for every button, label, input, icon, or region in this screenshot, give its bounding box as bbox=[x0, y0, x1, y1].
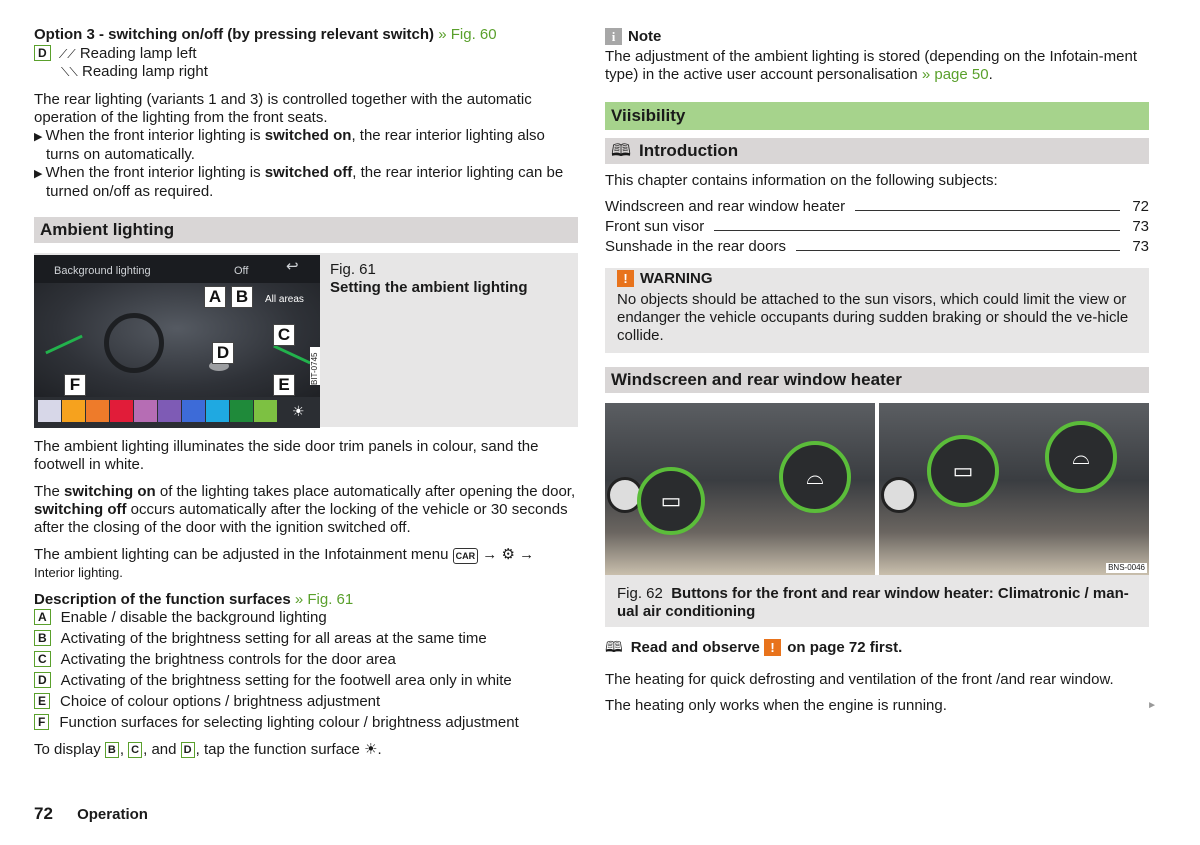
continue-arrow-icon: ► bbox=[1147, 700, 1157, 711]
steering-wheel-icon bbox=[104, 313, 164, 373]
page-number: 72 bbox=[34, 804, 53, 823]
manual-ac-photo bbox=[879, 403, 1149, 575]
introduction-heading: 🕮 Introduction bbox=[605, 138, 1149, 164]
function-surface-a[interactable]: A bbox=[204, 286, 226, 308]
toc-leader bbox=[855, 210, 1120, 211]
colour-swatch[interactable] bbox=[230, 400, 253, 422]
toc bbox=[605, 196, 1149, 256]
description-item bbox=[34, 693, 578, 714]
intro-text: This chapter contains information on the following subjects: bbox=[605, 172, 998, 189]
colour-swatch[interactable] bbox=[38, 400, 61, 422]
front-heater-button-icon: ⌓ bbox=[779, 441, 851, 513]
description-key: F bbox=[34, 714, 49, 730]
ambient-para-3: The ambient lighting can be adjusted in the Infotainment menu CAR → ⚙ → Interior lighting. bbox=[34, 546, 535, 580]
page50-link[interactable]: » page 50 bbox=[921, 66, 989, 83]
toc-leader bbox=[714, 230, 1120, 231]
book-icon: 🕮 bbox=[611, 141, 632, 160]
book-icon: 🕮 bbox=[605, 639, 623, 656]
visibility-heading: Viisibility bbox=[605, 102, 1149, 130]
rear-heater-button-icon: ▭ bbox=[927, 435, 999, 507]
toc-entry[interactable] bbox=[605, 196, 1149, 216]
reading-lamp-right: ⟍⟍ Reading lamp right bbox=[61, 63, 208, 80]
brightness-icon[interactable]: ☀ bbox=[292, 403, 305, 419]
option3-heading: Option 3 - switching on/off (by pressing relevant switch) » Fig. 60 bbox=[34, 26, 497, 43]
description-key: D bbox=[34, 672, 51, 688]
back-icon: ↩ bbox=[286, 258, 299, 275]
screen-topbar: Background lighting Off ↩ bbox=[34, 255, 320, 283]
warning-icon: ! bbox=[764, 639, 781, 656]
fig61-caption: Fig. 61 Setting the ambient lighting bbox=[330, 261, 528, 296]
reading-lamp-left: D ⟋⟋ Reading lamp left bbox=[34, 45, 578, 63]
description-item bbox=[34, 672, 578, 693]
function-surface-d[interactable]: D bbox=[212, 342, 234, 364]
lamp-left-icon: ⟋⟋ bbox=[58, 47, 76, 61]
description-list bbox=[34, 609, 578, 735]
bullet-switched-off: ▶ When the front interior lighting is switched off, the rear interior lighting can be turned on/off as required. bbox=[34, 164, 564, 200]
right-column bbox=[605, 28, 1157, 715]
read-observe: 🕮 Read and observe ! on page 72 first. bbox=[605, 639, 903, 656]
description-item bbox=[34, 630, 578, 651]
fig61-link[interactable]: » Fig. 61 bbox=[294, 591, 354, 608]
colour-swatch[interactable] bbox=[110, 400, 133, 422]
climatronic-photo bbox=[605, 403, 875, 575]
figure-code: BNS-0046 bbox=[1108, 563, 1145, 572]
fig62-photo bbox=[605, 403, 1149, 575]
interior-lighting-menu: Interior lighting. bbox=[34, 565, 123, 580]
description-item bbox=[34, 714, 578, 735]
door-light-right bbox=[273, 345, 311, 365]
fig62 bbox=[605, 403, 1149, 627]
colour-swatches bbox=[38, 400, 278, 422]
description-item bbox=[34, 651, 578, 672]
ambient-lighting-heading: Ambient lighting bbox=[34, 217, 578, 243]
description-text: Enable / disable the background lighting bbox=[60, 609, 327, 626]
fig61 bbox=[34, 253, 578, 427]
description-key: A bbox=[34, 609, 51, 625]
function-surface-c[interactable]: C bbox=[273, 324, 295, 346]
description-text: Function surfaces for selecting lighting colour / brightness adjustment bbox=[59, 714, 519, 731]
function-surface-f[interactable]: F bbox=[64, 374, 86, 396]
toc-page: 73 bbox=[1132, 238, 1149, 255]
section-name: Operation bbox=[77, 806, 148, 823]
description-key: B bbox=[34, 630, 51, 646]
function-surface-e[interactable]: E bbox=[273, 374, 295, 396]
description-heading: Description of the function surfaces » Fig. 61 bbox=[34, 591, 354, 608]
display-instruction: To display B , C , and D , tap the function surface ☀. bbox=[34, 741, 382, 758]
rear-lighting-para: The rear lighting (variants 1 and 3) is controlled together with the automatic operation of the lighting from the front seats. bbox=[34, 91, 532, 126]
rear-heater-button-icon: ▭ bbox=[637, 467, 705, 535]
colour-swatch[interactable] bbox=[182, 400, 205, 422]
description-item bbox=[34, 609, 578, 630]
function-surface-b[interactable]: B bbox=[231, 286, 253, 308]
key-d: D bbox=[34, 45, 51, 61]
figure-code: BIT-0745 bbox=[310, 347, 320, 385]
fig62-caption: Fig. 62 Buttons for the front and rear window heater: Climatronic / man-ual air conditioning bbox=[617, 585, 1129, 620]
toc-page: 72 bbox=[1132, 198, 1149, 215]
warning-block: ! WARNING No objects should be attached to the sun visors, which could limit the view or endanger the vehicle occupants during sudden braking or should the ve-hicle collide. bbox=[605, 268, 1149, 353]
info-icon: i bbox=[605, 28, 622, 45]
bullet-switched-on: ▶ When the front interior lighting is switched on, the rear interior lighting also turns on automatically. bbox=[34, 127, 545, 163]
description-key: E bbox=[34, 693, 50, 709]
colour-swatch[interactable] bbox=[206, 400, 229, 422]
skoda-logo-icon bbox=[881, 477, 917, 513]
ambient-para-2: The switching on of the lighting takes place automatically after opening the door, switching off occurs automatically after the locking of the vehicle or 30 seconds after the closing of the door with the ignition switched off. bbox=[34, 483, 576, 536]
fig60-link[interactable]: » Fig. 60 bbox=[438, 26, 497, 43]
ambient-para-1: The ambient lighting illuminates the side door trim panels in colour, sand the footwell in white. bbox=[34, 438, 539, 473]
infotainment-screen: Background lighting Off ↩ All areas A B C D E F ☀ BIT-0745 bbox=[34, 255, 320, 428]
colour-swatch[interactable] bbox=[254, 400, 277, 422]
toc-page: 73 bbox=[1132, 218, 1149, 235]
colour-swatch[interactable] bbox=[158, 400, 181, 422]
heater-para-2: The heating only works when the engine is running. ► bbox=[605, 697, 1157, 714]
car-menu-icon: CAR bbox=[453, 548, 479, 564]
front-heater-button-icon: ⌓ bbox=[1045, 421, 1117, 493]
description-text: Choice of colour options / brightness adjustment bbox=[60, 693, 381, 710]
heater-heading: Windscreen and rear window heater bbox=[605, 367, 1149, 393]
toc-label: Windscreen and rear window heater bbox=[605, 198, 846, 215]
toc-label: Sunshade in the rear doors bbox=[605, 238, 786, 255]
description-text: Activating of the brightness setting for all areas at the same time bbox=[60, 630, 487, 647]
note-block: i Note The adjustment of the ambient lighting is stored (depending on the Infotain-ment type) in the active user account personalisation » page 50. bbox=[605, 28, 1137, 83]
colour-swatch[interactable] bbox=[134, 400, 157, 422]
door-light-left bbox=[45, 335, 83, 355]
description-text: Activating the brightness controls for the door area bbox=[60, 651, 396, 668]
toc-entry[interactable] bbox=[605, 236, 1149, 256]
description-key: C bbox=[34, 651, 51, 667]
heater-para-1: The heating for quick defrosting and ventilation of the front /and rear window. bbox=[605, 671, 1114, 688]
page-footer bbox=[34, 805, 148, 824]
toc-leader bbox=[796, 250, 1120, 251]
bullet-arrow-icon: ▶ bbox=[34, 168, 43, 180]
settings-gear-icon: ⚙ bbox=[501, 546, 515, 563]
sun-icon: ☀ bbox=[364, 741, 378, 758]
bullet-arrow-icon: ▶ bbox=[34, 131, 43, 143]
colour-swatch[interactable] bbox=[86, 400, 109, 422]
toc-entry[interactable] bbox=[605, 216, 1149, 236]
colour-swatch[interactable] bbox=[62, 400, 85, 422]
toc-label: Front sun visor bbox=[605, 218, 705, 235]
warning-icon: ! bbox=[617, 270, 634, 287]
description-text: Activating of the brightness setting for the footwell area only in white bbox=[60, 672, 512, 689]
lamp-right-icon: ⟍⟍ bbox=[61, 65, 78, 79]
left-column bbox=[34, 26, 578, 759]
